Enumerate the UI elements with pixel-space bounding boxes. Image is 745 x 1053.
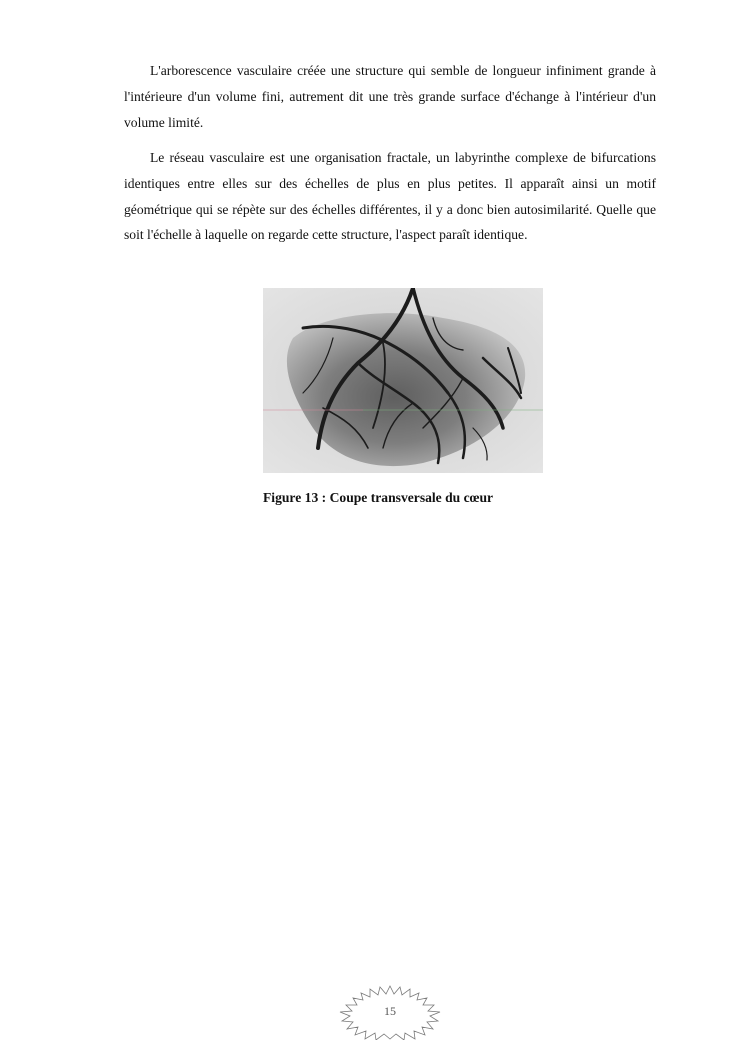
- angiogram-image: [263, 288, 543, 473]
- figure-caption: Figure 13 : Coupe transversale du cœur: [263, 490, 494, 505]
- page-number: 15: [384, 1004, 396, 1018]
- paragraph-1: L'arborescence vasculaire créée une structure qui semble de longueur infiniment grande à l'intérieure d'un volume fini, autrement dit une très grande surface d'échange à l'intérieur d'un volume limité.: [124, 63, 656, 130]
- paragraph-2: Le réseau vasculaire est une organisation fractale, un labyrinthe complexe de bifurcations identiques entre elles sur des échelles de plus en plus petites. Il apparaît ainsi un motif géométrique qui se répète sur des échelles différentes, il y a donc bien autosimilarité. Quelle que soit l'échelle à laquelle on regarde cette structure, l'aspect paraît identique.: [124, 150, 656, 243]
